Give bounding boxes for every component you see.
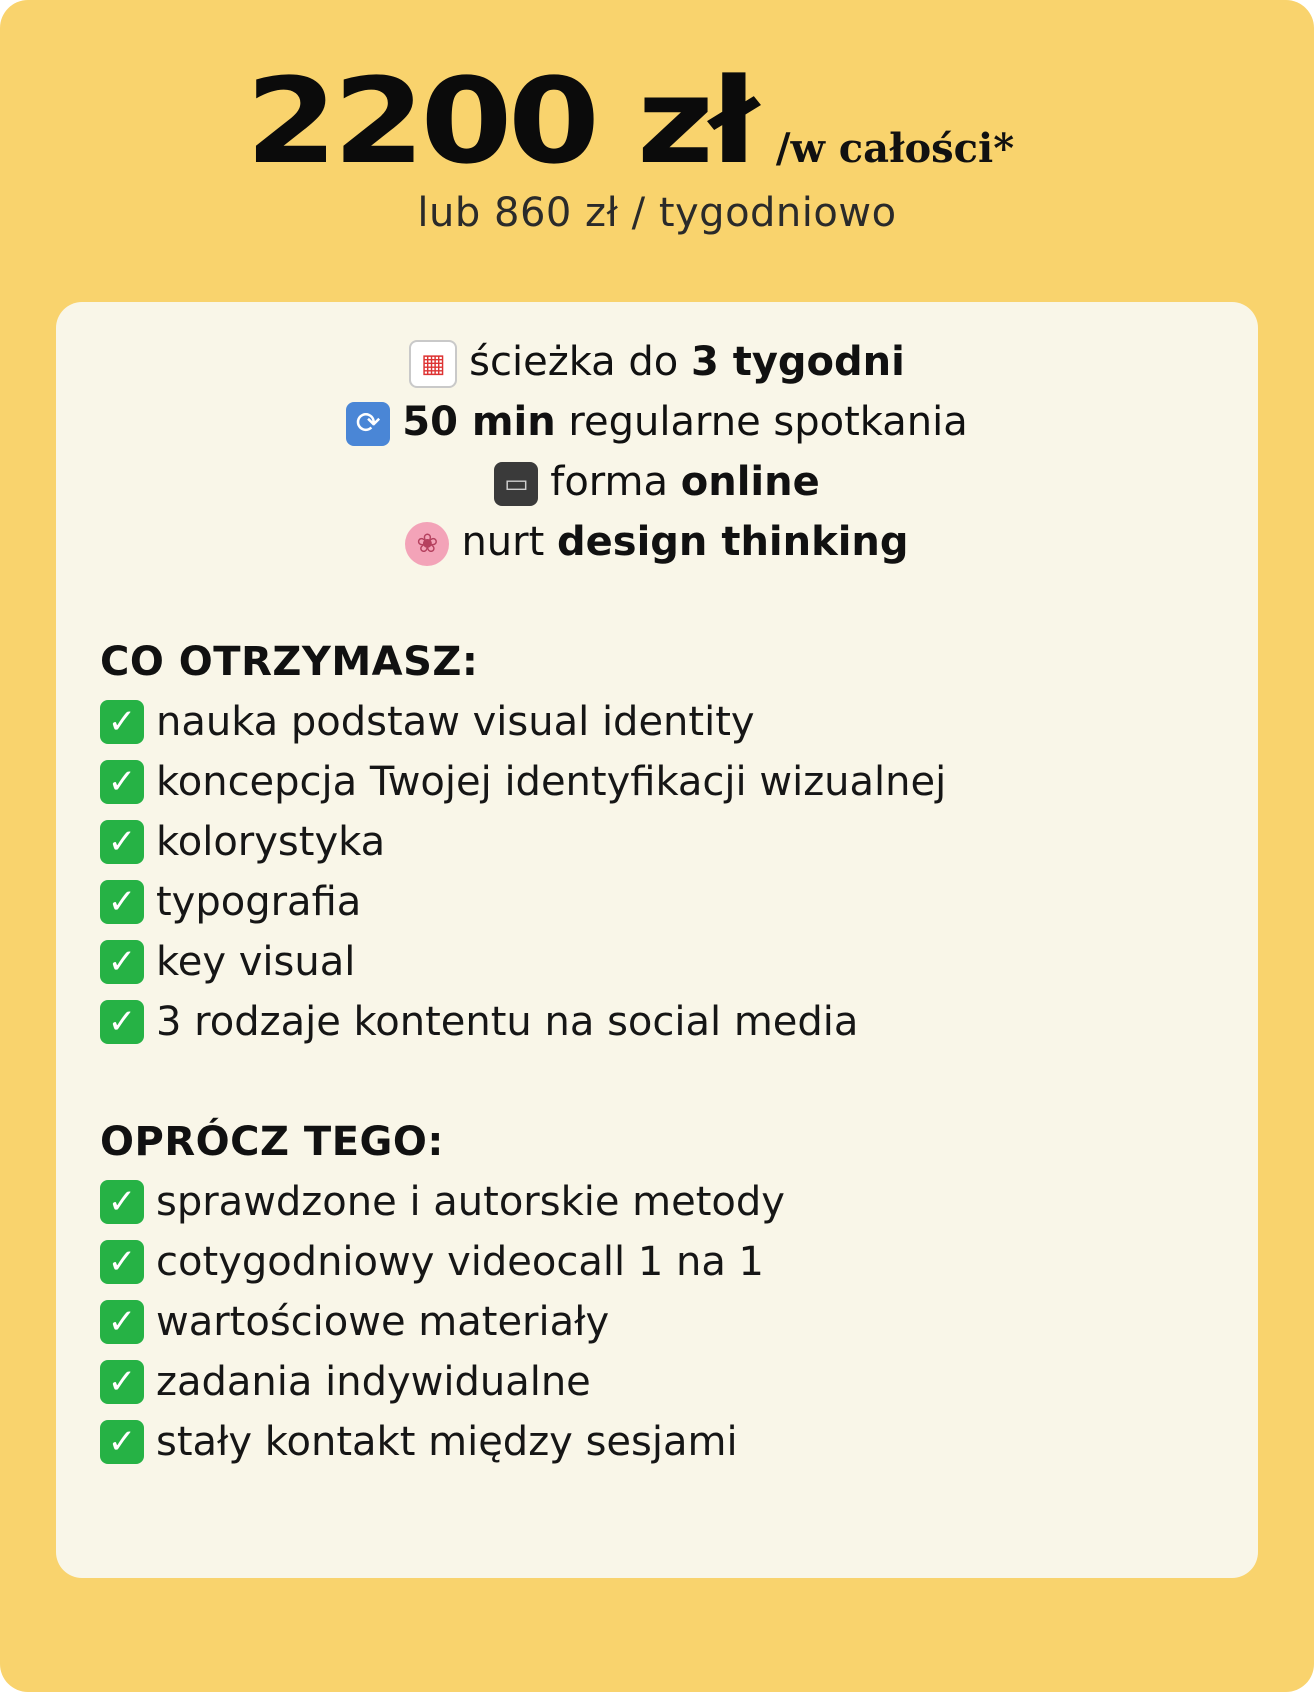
check-icon: ✓ xyxy=(100,1180,144,1224)
features-list xyxy=(56,332,1258,572)
list-item-text: stały kontakt między sesjami xyxy=(156,1419,738,1465)
feature-text: regularne spotkania xyxy=(555,399,968,445)
list-item-text: nauka podstaw visual identity xyxy=(156,699,755,745)
price-alternative: lub 860 zł / tygodniowo xyxy=(417,190,897,236)
list-item-text: kolorystyka xyxy=(156,819,386,865)
price-amount: 2200 zł xyxy=(245,52,754,190)
list-item xyxy=(100,932,1220,992)
check-icon: ✓ xyxy=(100,760,144,804)
check-icon: ✓ xyxy=(100,940,144,984)
list-item xyxy=(100,872,1220,932)
feature-format xyxy=(56,452,1258,512)
brain-icon: ❀ xyxy=(405,522,449,566)
check-icon: ✓ xyxy=(100,1240,144,1284)
calendar-icon: ▦ xyxy=(409,340,457,388)
repeat-icon: ⟳ xyxy=(346,402,390,446)
details-panel xyxy=(56,302,1258,1578)
list-item xyxy=(100,812,1220,872)
feature-highlight: design thinking xyxy=(557,519,909,565)
list-item xyxy=(100,692,1220,752)
price-row xyxy=(0,52,1314,192)
check-icon: ✓ xyxy=(100,880,144,924)
list-item-text: wartościowe materiały xyxy=(156,1299,610,1345)
check-icon: ✓ xyxy=(100,1300,144,1344)
list-item-text: 3 rodzaje kontentu na social media xyxy=(156,999,859,1045)
list-item xyxy=(100,1352,1220,1412)
list-item xyxy=(100,1292,1220,1352)
list-item-text: cotygodniowy videocall 1 na 1 xyxy=(156,1239,765,1285)
feature-meetings xyxy=(56,392,1258,452)
list-item xyxy=(100,1172,1220,1232)
feature-highlight: online xyxy=(680,459,820,505)
check-icon: ✓ xyxy=(100,700,144,744)
what-you-get-section xyxy=(100,632,1220,1052)
list-item-text: sprawdzone i autorskie metody xyxy=(156,1179,785,1225)
check-icon: ✓ xyxy=(100,1000,144,1044)
feature-duration xyxy=(56,332,1258,392)
list-item xyxy=(100,992,1220,1052)
feature-highlight: 50 min xyxy=(402,399,556,445)
price-suffix: /w całości* xyxy=(775,125,1015,172)
list-item xyxy=(100,752,1220,812)
section-title: CO OTRZYMASZ: xyxy=(100,639,479,685)
check-icon: ✓ xyxy=(100,1420,144,1464)
laptop-icon: ▭ xyxy=(494,462,538,506)
feature-text: nurt xyxy=(461,519,557,565)
list-item xyxy=(100,1412,1220,1472)
feature-text: ścieżka do xyxy=(469,339,691,385)
feature-highlight: 3 tygodni xyxy=(690,339,905,385)
section-title: OPRÓCZ TEGO: xyxy=(100,1119,444,1165)
check-icon: ✓ xyxy=(100,820,144,864)
list-item-text: typografia xyxy=(156,879,362,925)
list-item-text: zadania indywidualne xyxy=(156,1359,591,1405)
list-item-text: key visual xyxy=(156,939,356,985)
list-item xyxy=(100,1232,1220,1292)
check-icon: ✓ xyxy=(100,1360,144,1404)
feature-text: forma xyxy=(550,459,681,505)
besides-section xyxy=(100,1112,1220,1472)
list-item-text: koncepcja Twojej identyfikacji wizualnej xyxy=(156,759,947,805)
feature-approach xyxy=(56,512,1258,572)
